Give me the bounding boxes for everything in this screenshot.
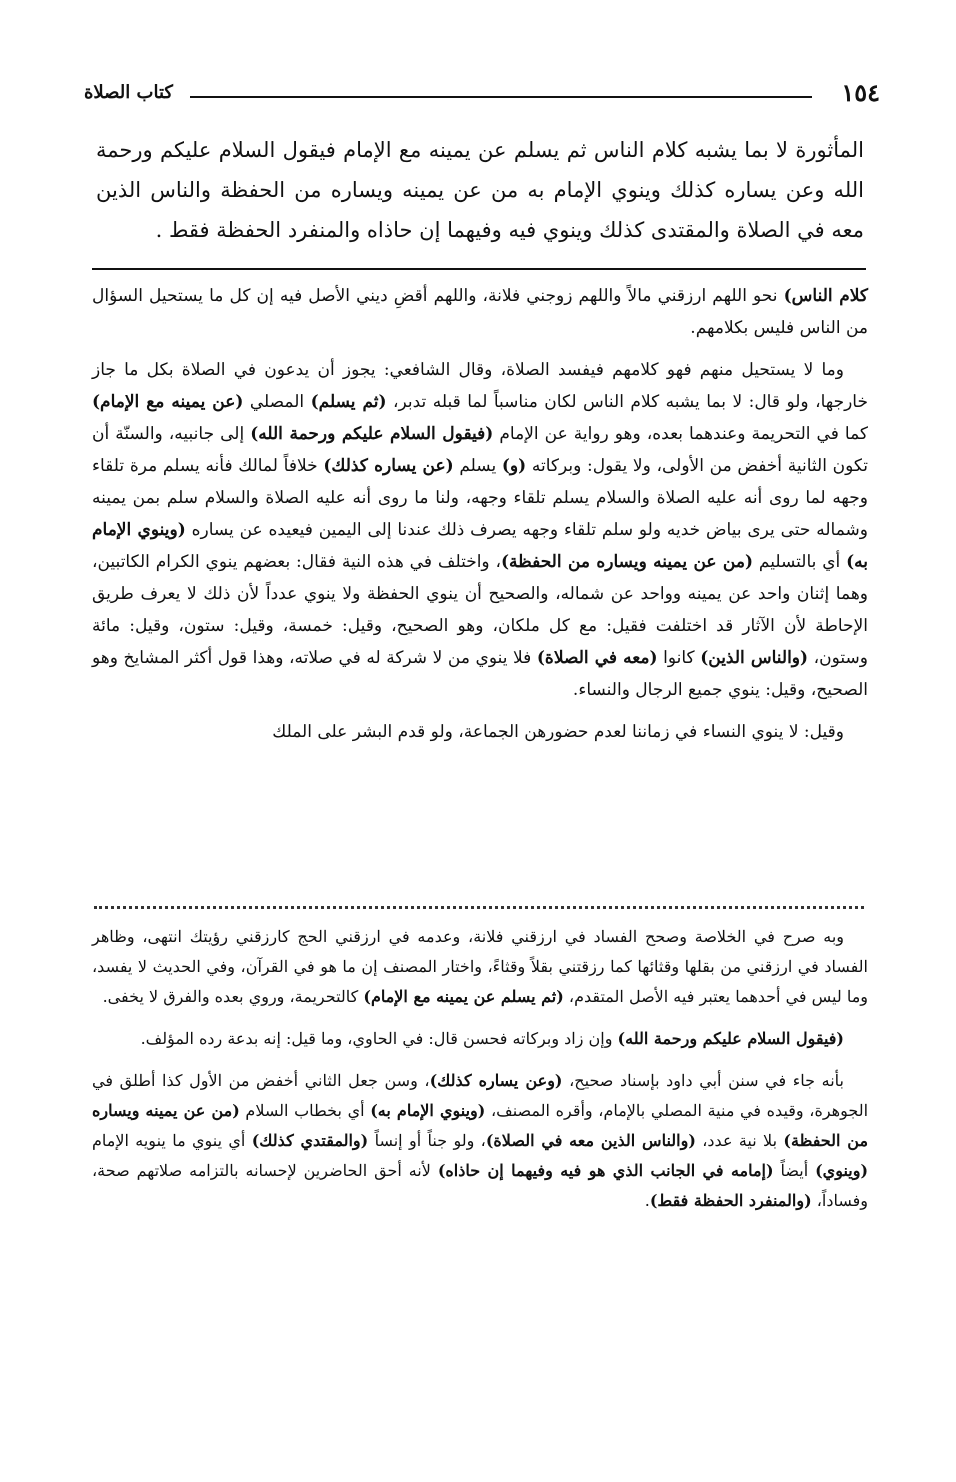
lemma: (ثم يسلم عن يمينه مع الإمام) [363, 987, 564, 1006]
gloss-text: وبه صرح في الخلاصة وصحح الفساد في ارزقني فلانة، وعدمه في ارزقني الحج كارزقني رؤيتك انتهى، وظاهر الفساد في ارزقني من بقلها وقثائها كما رزقتني بقلاً وقثاءً، واختار المصنف إن ما هو في القرآن، وفي الحديث لا يفسد، وما ليس في أحدهما يعتبر فيه الأصل المتقدم، [92, 927, 868, 1006]
gloss-text: بلا نية عدد، [695, 1131, 784, 1150]
gloss-paragraph-3 [92, 1066, 868, 1216]
lemma: (فيقول السلام عليكم ورحمة الله) [250, 424, 494, 444]
lemma: (عن يساره كذلك) [323, 456, 454, 476]
gloss-text: بأنه جاء في سنن أبي داود بإسناد صحيح، [562, 1071, 845, 1090]
commentary-text: كانوا [657, 648, 701, 668]
gloss-text: ، وسن جعل الثاني أخفض من الأول كذا أطلق في الجوهرة، وقيده في منية المصلي بالإمام، وأقره المصنف، [92, 1071, 869, 1120]
commentary-text: المصلي [243, 392, 311, 412]
commentary-paragraph-1 [92, 280, 868, 344]
commentary-section [92, 280, 868, 758]
lemma: (وعن يساره كذلك) [429, 1071, 563, 1090]
gloss-text: . [644, 1191, 650, 1210]
matn-separator-rule [92, 268, 866, 270]
running-title: كتاب الصلاة [84, 82, 173, 103]
gloss-text: وإن زاد وبركاته فحسن قال: في الحاوي، وما قيل: إنه بدعة رده المؤلف. [140, 1029, 618, 1048]
commentary-paragraph-2 [92, 354, 868, 706]
gloss-text: أي بخطاب السلام [239, 1101, 371, 1120]
commentary-text: وما لا يستحيل منهم فهو كلامهم فيفسد الصلاة، وقال الشافعي: يجوز أن يدعون في الصلاة بكل ما جاز خارجها، ولو قال: لا بما يشبه كلام الناس لكان مناسباً لما قبله تدبر، [92, 360, 868, 412]
commentary-text: نحو اللهم ارزقني مالاً واللهم زوجني فلانة، واللهم أقضِ ديني الأصل فيه إن كل ما يستحيل السؤال من الناس فليس بكلامهم. [92, 286, 868, 338]
commentary-text: وقيل: لا ينوي النساء في زماننا لعدم حضورهن الجماعة، ولو قدم البشر على الملك [272, 722, 844, 742]
commentary-text: ، واختلف في هذه النية فقال: بعضهم ينوي الكرام الكاتبين، وهما إثنان واحد عن يمينه وواحد عن شماله، والصحيح أن ينوي الحفظة ولا ينوي عدداً لأن ذلك لا يعرف طريق الإحاطة لأن الآثار قد اختلفت فقيل: مع كل ملكان، وهو الصحيح، وقيل: خمسة، وقيل: ستون، وقيل: مائة وستون، [92, 552, 868, 668]
lemma: (فيقول السلام عليكم ورحمة الله) [617, 1029, 844, 1048]
gloss-separator-dotted-rule [94, 906, 864, 909]
commentary-text: فلا ينوي من لا شركة له في صلاته، وهذا قول أكثر المشايخ وهو الصحيح، وقيل: ينوي جميع الرجال والنساء. [92, 648, 868, 700]
page-number: ١٥٤ [841, 78, 880, 107]
gloss-section [92, 922, 868, 1228]
lemma: (ثم يسلم) [310, 392, 387, 412]
commentary-text: إلى جانبيه، والسنّة أن تكون الثانية أخفض من الأولى، ولا يقول: وبركاته [92, 424, 868, 476]
gloss-text: أي ينوي ما ينويه الإمام [92, 1131, 252, 1150]
gloss-paragraph-1 [92, 922, 868, 1012]
lemma: (إمامه في الجانب الذي هو فيه وفيهما إن حاذاه) [437, 1161, 774, 1180]
commentary-paragraph-3 [92, 716, 868, 748]
lemma: (والمنفرد الحفظة فقط) [649, 1191, 812, 1210]
lemma: (والناس الذين معه في الصلاة) [485, 1131, 696, 1150]
gloss-text: ، ولو جناً أو إنساً [368, 1131, 486, 1150]
matn-text: المأثورة لا بما يشبه كلام الناس ثم يسلم عن يمينه مع الإمام فيقول السلام عليكم ورحمة الله وعن يساره كذلك وينوي الإمام به من عن يمينه ويساره من الحفظة والناس الذين معه في الصلاة والمقتدى كذلك وينوي فيه وفيهما إن حاذاه والمنفرد الحفظة فقط . [96, 138, 864, 242]
commentary-text: يسلم [453, 456, 502, 476]
lemma: (من عن يمينه ويساره من الحفظة) [501, 552, 754, 572]
lemma: كلام الناس) [783, 286, 868, 306]
gloss-text: أيضاً [773, 1161, 816, 1180]
gloss-text: لأنه أحق الحاضرين لإحسانه بالتزامه صلاتهم صحة، وفساداً، [92, 1161, 868, 1210]
lemma: (من عن يمينه ويساره من الحفظة) [92, 1101, 869, 1150]
header-rule [190, 96, 812, 98]
lemma: (عن يمينه مع الإمام) [92, 392, 244, 412]
lemma: (وينوي الإمام به) [92, 520, 868, 572]
page-header [84, 76, 880, 116]
lemma: (وينوي) [815, 1161, 869, 1180]
lemma: (و) [501, 456, 527, 476]
gloss-text: كالتحريمة، وروي بعده والفرق لا يخفى. [102, 987, 364, 1006]
commentary-text: أي بالتسليم [753, 552, 847, 572]
commentary-text: كما في التحريمة وعندهما بعده، وهو رواية عن الإمام [493, 424, 868, 444]
lemma: (والناس الذين) [700, 648, 809, 668]
lemma: (معه في الصلاة) [536, 648, 658, 668]
lemma: (والمقتدي كذلك) [251, 1131, 369, 1150]
gloss-paragraph-2 [92, 1024, 868, 1054]
lemma: (وينوي الإمام به) [370, 1101, 486, 1120]
commentary-text: خلافاً لمالك فأنه يسلم مرة تلقاء وجهه لما روى أنه عليه الصلاة والسلام يسلم تلقاء وجهه، ولنا ما روى أنه عليه الصلاة والسلام سلم بمن يمينه وشماله حتى يرى بياض خديه ولو سلم تلقاء وجهه يصرف ذلك عندنا إلى اليمين فيعيده عن يساره [92, 456, 868, 540]
